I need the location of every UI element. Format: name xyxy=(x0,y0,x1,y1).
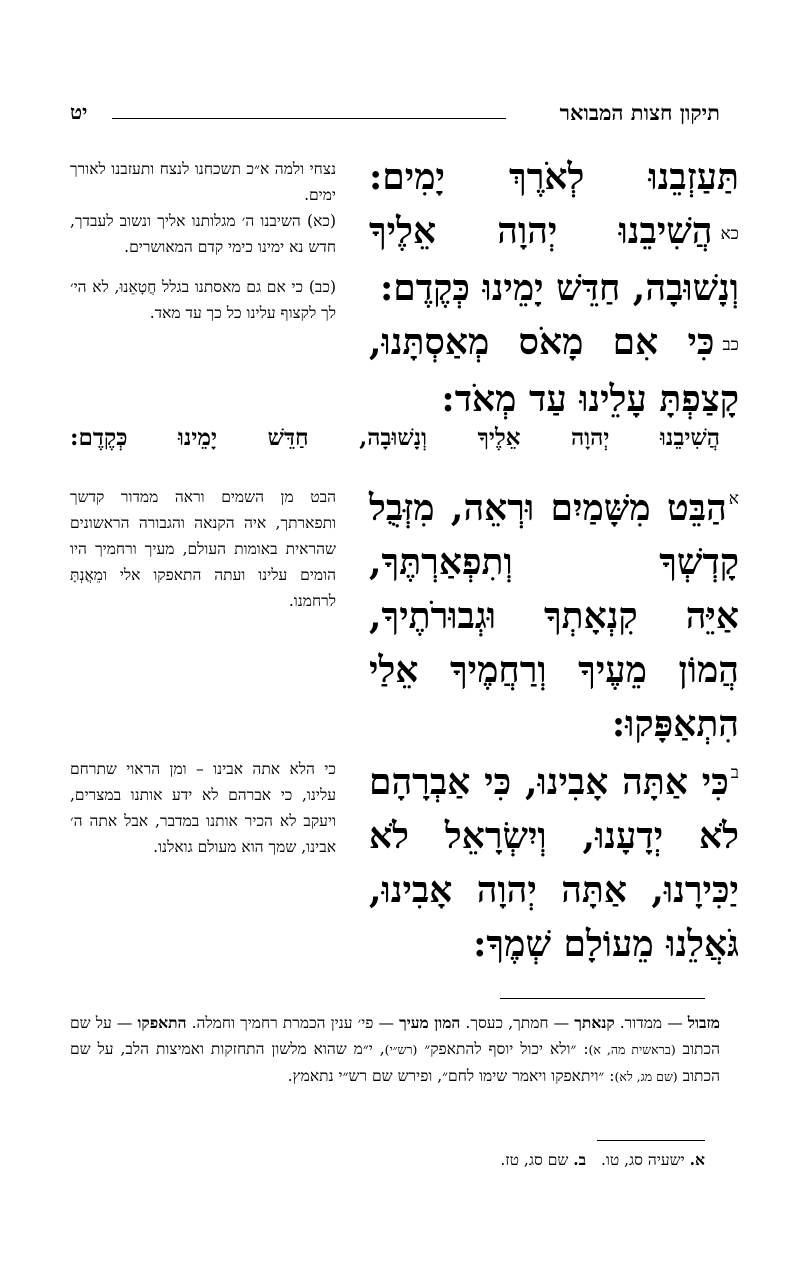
header-rule xyxy=(112,118,506,119)
commentary-block-2 xyxy=(70,484,336,614)
main-line: לֹא יְדָעָנוּ, וְיִשְׂרָאֵל לֹא xyxy=(369,815,739,857)
main-line: קָצַפְתָּ עָלֵינוּ עַד מְאֹד: xyxy=(441,378,739,420)
main-text-block-1 xyxy=(369,150,739,426)
main-text-block-2 xyxy=(369,472,739,751)
main-line: הֲמוֹן מֵעֶיךָ וְרַחֲמֶיךָ אֵלַי xyxy=(369,649,739,691)
footnotes: מזבול — ממדור. קנאתך — חמתך, כעסך. המון מעיך — פי׳ ענין הכמרת רחמיך וחמלה. התאפקו — על שם הכתוב (בראשית מה, א): ״ולא יכול יוסף להתאפק״ (רש״י), י״מ שהוא מלשון התחזקות ואמיצות הלב, על שם הכתוב (שם מג, לא): ״ויתאפקו ויאמר שימו לחם״, ופירש שם רש״י נתאמץ. xyxy=(70,1013,720,1085)
commentary-paragraph: נצחי ולמה א״כ תשכחנו לנצח ותעזבנו לאורך ימים. xyxy=(70,160,336,204)
page-header xyxy=(70,100,720,134)
main-line: תַּעַזְבֵנוּ לְאֹרֶךְ יָמִים: xyxy=(369,156,739,198)
main-line: אַיֵּה קִנְאָתְךָ וּגְבוּרֹתֶיךָ, xyxy=(369,595,739,637)
verse-number: כא xyxy=(720,224,739,244)
commentary-block-3 xyxy=(70,756,336,860)
commentary-paragraph: הבט מן השמים וראה ממדור קדשך ותפארתך, איה הקנאה והגבורה הראשונים שהראית באומות העולם, מעיך ורחמיך היו הומים עלינו ועתה התאפקו אלי ומֵאֲנְתָּ לרחמנו. xyxy=(70,488,336,610)
commentary-paragraph: (כא) השיבנו ה׳ מגלותנו אליך ונשוב לעבדך, חדש נא ימינו כימי קדם המאושרים. xyxy=(70,212,336,256)
page-number: יט xyxy=(70,100,88,124)
main-line: גֹּאֲלֵנוּ מֵעוֹלָם שְׁמֶךָ: xyxy=(473,923,739,965)
running-title: תיקון חצות המבואר xyxy=(559,100,720,125)
commentary-paragraph: כי הלא אתה אבינו – ומן הראוי שתרחם עלינו, כי אברהם לא ידע אותנו במצרים, ויעקב לא הכיר אותנו במדבר, אבל אתה ה׳ אבינו, שמך הוא מעולם גואלנו. xyxy=(70,760,336,856)
verse-number: כב xyxy=(722,335,739,355)
refrain-line: הֲשִׁיבֵנוּ יְהוָה אֵלֶיךָ וְנָשׁוּבָה, חַדֵּשׁ יָמֵינוּ כְּקֶדֶם: xyxy=(70,424,720,451)
main-line: $^ב$כִּי אַתָּה אָבִינוּ, כִּי אַבְרָהָם xyxy=(369,761,739,803)
main-line: כאהֲשִׁיבֵנוּ יְהוָה אֵלֶיךָ xyxy=(369,210,739,252)
main-line: הִתְאַפָּקוּ: xyxy=(611,703,739,745)
footnote-marker: א xyxy=(728,489,739,509)
commentary-block-1 xyxy=(70,156,336,326)
footnote-marker: ב xyxy=(730,763,739,783)
main-line: $^א$הַבֵּט מִשָּׁמַיִם וּרְאֵה, מִזְּבֻל xyxy=(369,487,739,529)
commentary-paragraph: (כב) כי אם גם מאסתנו בגלל חֲטָאֵנוּ, לא הי׳ לך לקצוף עלינו כל כך עד מאד. xyxy=(70,278,336,322)
source-references: א. ישעיה סג, טו. ב. שם סג, טז. xyxy=(500,1150,705,1169)
main-line: וְנָשׁוּבָה, חַדֵּשׁ יָמֵינוּ כְּקֶדֶם: xyxy=(380,267,739,309)
main-text-block-3 xyxy=(369,746,739,971)
sources-divider xyxy=(597,1140,705,1141)
main-line: כבכִּי אִם מָאֹס מְאַסְתָּנוּ, xyxy=(369,321,739,363)
footnote-divider xyxy=(500,998,705,999)
main-line: יַכִּירָנוּ, אַתָּה יְהוָה אָבִינוּ, xyxy=(369,869,739,911)
main-line: קָדְשְׁךָ וְתִפְאַרְתֶּךָ, xyxy=(369,541,739,583)
